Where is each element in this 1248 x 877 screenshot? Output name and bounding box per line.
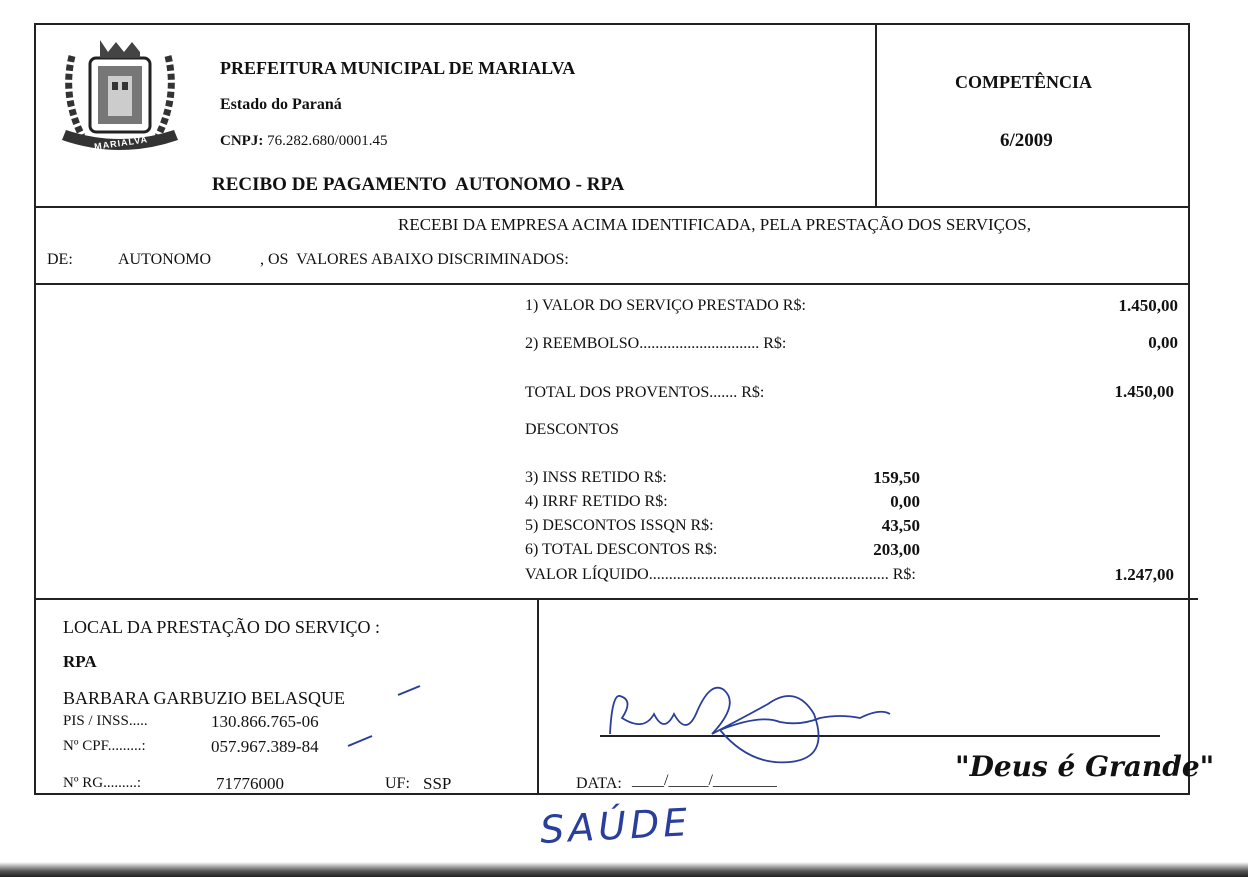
deduction-irrf-value: 0,00 bbox=[890, 492, 920, 511]
header-bottom-line bbox=[34, 206, 1190, 208]
seal-text: MARIALVA bbox=[93, 134, 149, 152]
competencia-divider bbox=[875, 23, 877, 207]
deduction-total-label: 6) TOTAL DESCONTOS R$: bbox=[525, 541, 718, 558]
statement-line-2: , OS VALORES ABAIXO DISCRIMINADOS: bbox=[260, 251, 569, 268]
check-mark-icon bbox=[346, 733, 374, 749]
valor-liquido-value: 1.247,00 bbox=[1114, 565, 1174, 584]
deduction-issqn-label: 5) DESCONTOS ISSQN R$: bbox=[525, 517, 714, 534]
local-prestacao-label: LOCAL DA PRESTAÇÃO DO SERVIÇO : bbox=[63, 617, 380, 637]
statement-de-label: DE: bbox=[47, 251, 73, 268]
total-proventos-label: TOTAL DOS PROVENTOS....... R$: bbox=[525, 384, 765, 401]
scan-edge bbox=[0, 862, 1248, 877]
statement-line-1: RECEBI DA EMPRESA ACIMA IDENTIFICADA, PELA PRESTAÇÃO DOS SERVIÇOS, bbox=[398, 215, 1031, 234]
stamp-deus-e-grande: "Deus é Grande" bbox=[955, 750, 1215, 783]
document-title: RECIBO DE PAGAMENTO AUTONOMO - RPA bbox=[212, 174, 625, 195]
cnpj-label: CNPJ: bbox=[220, 133, 264, 149]
cnpj-value: 76.282.680/0001.45 bbox=[267, 133, 388, 149]
descontos-heading: DESCONTOS bbox=[525, 421, 619, 438]
deduction-irrf-label: 4) IRRF RETIDO R$: bbox=[525, 493, 668, 510]
person-name: BARBARA GARBUZIO BELASQUE bbox=[63, 688, 346, 708]
statement-de-value: AUTONOMO bbox=[118, 251, 212, 268]
cnpj-line bbox=[220, 133, 388, 150]
total-proventos-value: 1.450,00 bbox=[1114, 382, 1174, 401]
item-1-label: 1) VALOR DO SERVIÇO PRESTADO R$: bbox=[525, 297, 806, 314]
cpf-value: 057.967.389-84 bbox=[211, 737, 319, 756]
item-1-value: 1.450,00 bbox=[1118, 296, 1178, 315]
deduction-inss-value: 159,50 bbox=[873, 468, 920, 487]
pis-value: 130.866.765-06 bbox=[211, 712, 319, 731]
data-blank-field: ____/_____/________ bbox=[632, 772, 777, 789]
rg-value: 71776000 bbox=[216, 774, 284, 793]
pis-label: PIS / INSS..... bbox=[63, 713, 148, 729]
competencia-value: 6/2009 bbox=[1000, 130, 1053, 151]
cpf-label: Nº CPF.........: bbox=[63, 738, 146, 754]
values-bottom-line bbox=[34, 598, 1198, 600]
state-name: Estado do Paraná bbox=[220, 96, 342, 113]
rg-label: Nº RG.........: bbox=[63, 775, 141, 791]
valor-liquido-label: VALOR LÍQUIDO............................................................ R$: bbox=[525, 566, 916, 583]
deduction-issqn-value: 43,50 bbox=[881, 516, 920, 535]
local-prestacao-value: RPA bbox=[63, 652, 97, 671]
uf-value: SSP bbox=[423, 774, 452, 793]
municipal-seal bbox=[52, 36, 188, 160]
deduction-total-value: 203,00 bbox=[873, 540, 920, 559]
item-2-value: 0,00 bbox=[1148, 333, 1178, 352]
deduction-inss-label: 3) INSS RETIDO R$: bbox=[525, 469, 667, 486]
handwritten-note: SAÚDE bbox=[538, 800, 693, 852]
uf-label: UF: bbox=[385, 775, 410, 792]
footer-divider bbox=[537, 598, 539, 795]
check-mark-icon bbox=[396, 683, 422, 697]
statement-bottom-line bbox=[34, 283, 1190, 285]
signature-scribble bbox=[600, 674, 910, 770]
org-name: PREFEITURA MUNICIPAL DE MARIALVA bbox=[220, 58, 576, 78]
competencia-label: COMPETÊNCIA bbox=[955, 72, 1093, 92]
data-label: DATA: bbox=[576, 775, 622, 792]
item-2-label: 2) REEMBOLSO.............................. R$: bbox=[525, 335, 787, 352]
